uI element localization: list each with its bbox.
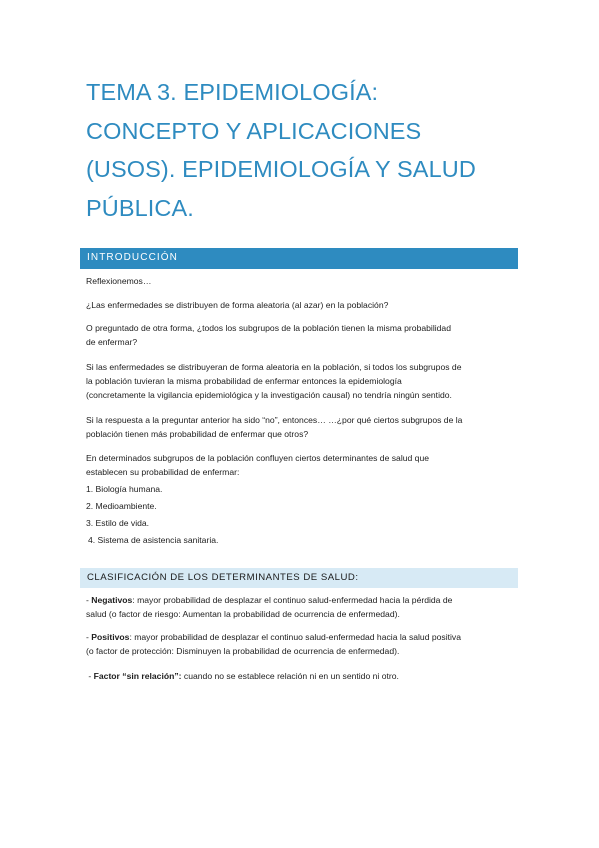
paragraph-positivos (86, 630, 518, 658)
text-line: En determinados subgrupos de la población confluyen ciertos determinantes de salud que (86, 453, 430, 463)
text-line: (concretamente la vigilancia epidemiológica y la investigación causal) no tendría ningún sentido. (86, 390, 452, 401)
text-line: población tienen más probabilidad de enfermar que otros? (86, 429, 309, 440)
bullet-dash: - (86, 632, 92, 642)
text-line (86, 630, 518, 644)
text-line: salud (o factor de riesgo: Aumentan la probabilidad de ocurrencia de enfermedad). (86, 609, 400, 620)
text-line: establecen su probabilidad de enfermar: (86, 467, 240, 478)
text-line: Si las enfermedades se distribuyeran de forma aleatoria en la población, si todos los subgrupos de (86, 362, 462, 372)
title-line: (USOS). EPIDEMIOLOGÍA Y SALUD (86, 156, 476, 182)
section-header-clasificacion: CLASIFICACIÓN DE LOS DETERMINANTES DE SALUD: (80, 568, 518, 588)
definition-text: : mayor probabilidad de desplazar el continuo salud-enfermedad hacia la salud positiva (129, 632, 462, 642)
text-line: de enfermar? (86, 337, 138, 348)
list-item: 2. Medioambiente. (86, 501, 157, 511)
bullet-dash: - (86, 671, 94, 681)
paragraph (86, 298, 518, 312)
paragraph (86, 274, 518, 288)
text-line: Reflexionemos… (86, 276, 152, 286)
paragraph (86, 360, 518, 403)
text-line: Si la respuesta a la preguntar anterior ha sido “no”, entonces… …¿por qué ciertos subgrupos de la (86, 415, 463, 425)
definition-text: : mayor probabilidad de desplazar el continuo salud-enfermedad hacia la pérdida de (132, 595, 453, 605)
determinants-list (86, 481, 518, 549)
section-header-introduccion: INTRODUCCIÓN (80, 248, 518, 268)
term-negativos: Negativos (91, 595, 133, 605)
paragraph (86, 413, 518, 441)
title-line: CONCEPTO Y APLICACIONES (86, 117, 422, 144)
definition-text: cuando no se establece relación ni en un sentido ni otro. (181, 671, 399, 681)
paragraph (86, 321, 518, 349)
list-item: 3. Estilo de vida. (86, 518, 150, 528)
term-sin-relacion: Factor “sin relación”: (93, 671, 182, 681)
paragraph-sin-relacion (86, 669, 518, 683)
text-line: ¿Las enfermedades se distribuyen de forma aleatoria (al azar) en la población? (86, 300, 389, 310)
title-line: PÚBLICA. (86, 194, 194, 221)
section-header-rule (80, 268, 518, 269)
list-item: 4. Sistema de asistencia sanitaria. (88, 535, 219, 545)
paragraph (86, 451, 518, 479)
title-line: TEMA 3. EPIDEMIOLOGÍA: (86, 79, 379, 105)
text-line (86, 669, 518, 683)
document-title (86, 73, 526, 227)
list-item: 1. Biología humana. (86, 484, 163, 494)
bullet-dash: - (86, 595, 92, 605)
text-line (86, 593, 518, 607)
term-positivos: Positivos (91, 632, 130, 642)
text-line: (o factor de protección: Disminuyen la probabilidad de ocurrencia de enfermedad). (86, 646, 400, 657)
text-line: la población tuvieran la misma probabilidad de enfermar entonces la epidemiología (86, 376, 402, 387)
text-line: O preguntado de otra forma, ¿todos los subgrupos de la población tienen la misma probabilidad (86, 323, 451, 333)
paragraph-negativos (86, 593, 518, 621)
